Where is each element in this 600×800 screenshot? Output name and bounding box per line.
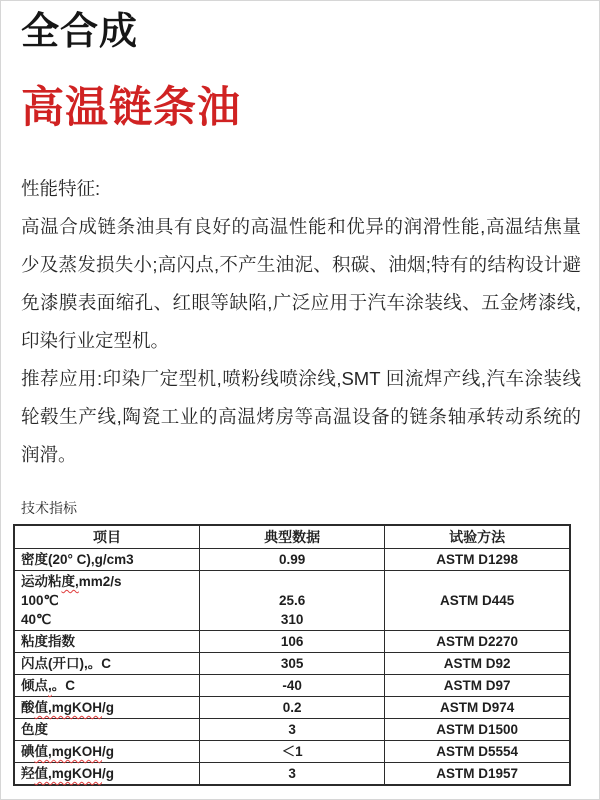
- spec-item-cell: [14, 697, 200, 719]
- spec-method-cell: ASTM D1500: [385, 719, 570, 741]
- spec-table: [13, 524, 571, 786]
- spec-item-text: 倾点: [21, 678, 48, 694]
- spec-item-text: 密度(20° C),g/cm3: [21, 552, 134, 568]
- spec-method-cell: ASTM D1957: [385, 763, 570, 786]
- spec-item-text: /g: [102, 766, 114, 782]
- spec-method-cell: ASTM D2270: [385, 631, 570, 653]
- spec-method-cell: ASTM D92: [385, 653, 570, 675]
- spellcheck-squiggle: 度,: [61, 574, 79, 590]
- spellcheck-squiggle: 值,mgKOH: [34, 744, 102, 760]
- spec-method-cell: ASTM D97: [385, 675, 570, 697]
- spec-item-text: /g: [102, 700, 114, 716]
- table-row: [14, 631, 570, 653]
- features-heading: 性能特征:: [21, 178, 101, 200]
- spec-item-cell: [14, 549, 200, 571]
- spec-item-text: 酸: [21, 700, 35, 716]
- description-block: [21, 170, 581, 474]
- spec-value-cell: ＜1: [200, 741, 385, 763]
- spec-item-cell: [14, 763, 200, 786]
- spec-method-cell: ASTM D974: [385, 697, 570, 719]
- spec-header-method: 试验方法: [385, 525, 570, 549]
- spec-value-cell: 25.6 310: [200, 571, 385, 631]
- spec-item-cell: [14, 675, 200, 697]
- spellcheck-squiggle: 值,mgKOH: [34, 766, 102, 782]
- spec-item-cell: [14, 631, 200, 653]
- product-name-title: 高温链条油: [21, 83, 241, 132]
- spec-item-text: 40℃: [21, 612, 52, 628]
- product-series-title: 全合成: [21, 11, 139, 53]
- spec-value-cell: 3: [200, 719, 385, 741]
- table-row: [14, 571, 570, 631]
- spec-item-text: 100℃: [21, 593, 59, 609]
- spec-value-cell: 3: [200, 763, 385, 786]
- spec-item-text: 闪点(开口),。C: [21, 656, 111, 672]
- spec-item-text: 粘度指数: [21, 634, 75, 650]
- spec-item-text: mm2/s: [78, 574, 122, 590]
- spellcheck-squiggle: 值,mgKOH: [34, 700, 102, 716]
- features-body: 高温合成链条油具有良好的高温性能和优异的润滑性能,高温结焦量少及蒸发损失小;高闪点,不产生油泥、积碳、油烟;特有的结构设计避免漆膜表面缩孔、红眼等缺陷,广泛应用于汽车涂装线、五金烤漆线,印染行业定型机。: [21, 216, 581, 352]
- spec-table-header-row: [14, 525, 570, 549]
- spec-header-value: 典型数据: [200, 525, 385, 549]
- applications-body: 推荐应用:印染厂定型机,喷粉线喷涂线,SMT 回流焊产线,汽车涂装线轮毂生产线,陶瓷工业的高温烤房等高温设备的链条轴承转动系统的润滑。: [21, 368, 581, 466]
- spec-item-text: /g: [102, 744, 114, 760]
- table-row: [14, 653, 570, 675]
- spec-value-cell: -40: [200, 675, 385, 697]
- spec-item-text: 碘: [21, 744, 35, 760]
- spec-item-cell: [14, 719, 200, 741]
- spec-value-cell: 0.2: [200, 697, 385, 719]
- spec-item-cell: [14, 741, 200, 763]
- spec-value-cell: 106: [200, 631, 385, 653]
- table-row: [14, 741, 570, 763]
- spec-value-cell: 305: [200, 653, 385, 675]
- spec-item-text: 运动粘: [21, 574, 62, 590]
- table-row: [14, 549, 570, 571]
- spec-method-cell: ASTM D445: [385, 571, 570, 631]
- table-row: [14, 675, 570, 697]
- spec-item-cell: [14, 571, 200, 631]
- spellcheck-squiggle: ,: [48, 678, 52, 694]
- spec-table-caption: 技术指标: [21, 500, 77, 517]
- spec-method-cell: ASTM D5554: [385, 741, 570, 763]
- spec-item-cell: [14, 653, 200, 675]
- table-row: [14, 719, 570, 741]
- spec-item-text: 羟: [21, 766, 35, 782]
- spec-item-text: 色度: [21, 722, 48, 738]
- spec-value-cell: 0.99: [200, 549, 385, 571]
- spec-header-item: 项目: [14, 525, 200, 549]
- spec-table-body: [14, 549, 570, 786]
- table-row: [14, 697, 570, 719]
- spec-item-text: 。C: [51, 678, 76, 694]
- table-row: [14, 763, 570, 786]
- spec-method-cell: ASTM D1298: [385, 549, 570, 571]
